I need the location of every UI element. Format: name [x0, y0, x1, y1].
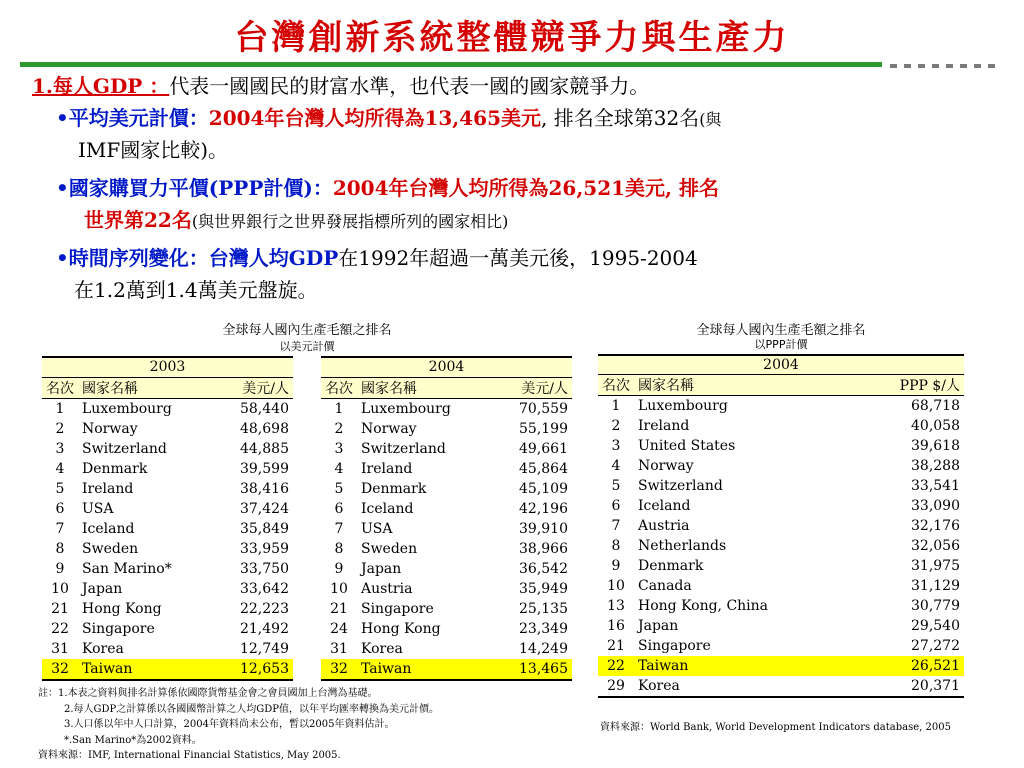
- notes: [38, 686, 439, 764]
- country-cell: Hong Kong: [82, 600, 162, 617]
- rank-cell: 5: [334, 480, 344, 497]
- rank-cell: 31: [51, 640, 69, 657]
- rank-cell: 16: [607, 618, 625, 634]
- value-cell: 35,949: [519, 580, 568, 597]
- rank-cell: 6: [334, 500, 344, 517]
- value-cell: 12,749: [239, 640, 289, 657]
- value-cell: 20,371: [855, 676, 964, 697]
- bullet-2-note: (與: [699, 110, 722, 129]
- rank-cell: 5: [611, 478, 621, 494]
- rank-cell: 4: [55, 460, 65, 477]
- country-cell: Singapore: [360, 600, 434, 617]
- bullet-2-line2: IMF國家比較)。: [78, 138, 229, 162]
- rank-cell: 4: [334, 460, 344, 477]
- table-row: [598, 636, 964, 656]
- left-table-caption: 全球每人國內生產毛額之排名: [222, 323, 392, 338]
- table-row: [598, 556, 964, 576]
- value-cell: 58,440: [239, 400, 289, 417]
- col-value: 美元/人: [493, 377, 572, 398]
- year-row: [42, 357, 572, 377]
- value-cell: 30,779: [911, 598, 960, 614]
- value-cell: 31,129: [911, 578, 960, 594]
- rank-cell: 24: [330, 620, 348, 637]
- col-country: 國家名稱: [78, 377, 214, 398]
- rank-cell: 32: [42, 659, 78, 680]
- bullet-1-text: 代表一國國民的財富水準，也代表一國的國家競爭力。: [169, 74, 650, 98]
- country-cell: Luxembourg: [638, 398, 728, 414]
- value-cell: 70,559: [519, 400, 568, 417]
- table-row: [42, 559, 572, 579]
- value-cell: 49,661: [519, 440, 568, 457]
- rank-cell: 22: [51, 620, 69, 637]
- value-cell: 68,718: [911, 398, 960, 414]
- value-cell: 32,056: [911, 538, 960, 554]
- country-cell: USA: [360, 520, 393, 537]
- rank-cell: 9: [334, 560, 344, 577]
- bullet-3-rank: 世界第22名: [84, 208, 192, 232]
- table-row: [598, 536, 964, 556]
- bullet-4-label: 時間序列變化：台灣人均GDP: [68, 246, 339, 270]
- country-cell: Sweden: [360, 540, 418, 557]
- value-cell: 33,642: [239, 580, 289, 597]
- note-source: 資料來源：IMF, International Financial Statistics, May 2005.: [38, 750, 341, 761]
- table-row: [42, 499, 572, 519]
- rank-cell: 10: [51, 580, 69, 597]
- value-cell: 29,540: [911, 618, 960, 634]
- country-cell: Taiwan: [634, 656, 855, 676]
- value-cell: 14,249: [519, 640, 568, 657]
- country-cell: Switzerland: [360, 440, 446, 457]
- col-rank: 名次: [42, 377, 78, 398]
- country-cell: Ireland: [638, 418, 690, 434]
- table-row: [42, 599, 572, 619]
- rank-cell: 2: [334, 420, 344, 437]
- title-rule: [20, 62, 882, 67]
- year-2003: 2003: [42, 357, 293, 377]
- rank-cell: 2: [611, 418, 621, 434]
- rank-cell: 22: [598, 656, 634, 676]
- country-cell: Singapore: [82, 620, 155, 637]
- table-row: [598, 596, 964, 616]
- rank-cell: 2: [55, 420, 65, 437]
- value-cell: 12,653: [214, 659, 293, 680]
- country-cell: Iceland: [82, 520, 135, 537]
- rank-cell: 13: [607, 598, 625, 614]
- rank-cell: 21: [51, 600, 69, 617]
- table-row: [598, 476, 964, 496]
- country-cell: San Marino*: [82, 560, 172, 577]
- year-row: [598, 355, 964, 375]
- bullet-3: •國家購買力平價(PPP計價)：2004年台灣人均所得為26,521美元, 排名: [56, 176, 719, 200]
- year-2004: 2004: [598, 355, 964, 375]
- value-cell: 32,176: [911, 518, 960, 534]
- table-row: [598, 616, 964, 636]
- rank-cell: 31: [330, 640, 348, 657]
- right-table-subcaption: 以PPP計價: [754, 338, 808, 351]
- table-row: [598, 416, 964, 436]
- country-cell: Norway: [82, 420, 138, 437]
- country-cell: Korea: [360, 640, 403, 657]
- rank-cell: 8: [334, 540, 344, 557]
- bullet-1: [32, 72, 649, 101]
- right-ranking-table: [598, 354, 964, 698]
- table-row: [598, 516, 964, 536]
- country-cell: Switzerland: [82, 440, 167, 457]
- table-row: [42, 619, 572, 639]
- note-line: *.San Marino*為2002資料。: [64, 734, 202, 746]
- rank-cell: 29: [598, 676, 634, 697]
- rank-cell: 1: [334, 400, 344, 417]
- country-cell: Singapore: [638, 638, 711, 654]
- rank-cell: 6: [611, 498, 621, 514]
- right-table-caption: 全球每人國內生產毛額之排名: [696, 323, 866, 338]
- value-cell: 45,109: [519, 480, 568, 497]
- value-cell: 44,885: [239, 440, 289, 457]
- rank-cell: 6: [55, 500, 65, 517]
- value-cell: 39,599: [239, 460, 289, 477]
- table-row: [42, 539, 572, 559]
- country-cell: Denmark: [638, 558, 704, 574]
- country-cell: Japan: [82, 580, 123, 597]
- note-line: 2.每人GDP之計算係以各國國幣計算之人均GDP值，以年平均匯率轉換為美元計價。: [64, 703, 440, 715]
- country-cell: Japan: [638, 618, 679, 634]
- value-cell: 23,349: [519, 620, 568, 637]
- table-row: [42, 579, 572, 599]
- value-cell: 37,424: [239, 500, 289, 517]
- rank-cell: 21: [330, 600, 348, 617]
- rank-cell: 3: [334, 440, 344, 457]
- value-cell: 21,492: [239, 620, 289, 637]
- country-cell: Switzerland: [638, 478, 723, 494]
- col-country: 國家名稱: [357, 377, 493, 398]
- bullet-1-label: 1.每人GDP ：: [32, 74, 170, 98]
- bullet-2-highlight: 2004年台灣人均所得為13,465美元: [208, 106, 542, 130]
- value-cell: 38,416: [239, 480, 289, 497]
- left-ranking-table: [42, 356, 572, 681]
- bullet-3-label: 國家購買力平價(PPP計價)：: [68, 176, 333, 200]
- value-cell: 27,272: [911, 638, 960, 654]
- bullet-3-note: (與世界銀行之世界發展指標所列的國家相比): [191, 212, 509, 231]
- table-row: [42, 459, 572, 479]
- rank-cell: 3: [55, 440, 65, 457]
- value-cell: 33,959: [239, 540, 289, 557]
- table-row: [42, 479, 572, 499]
- col-value: PPP $/人: [855, 375, 964, 396]
- rank-cell: 7: [334, 520, 344, 537]
- rank-cell: 7: [55, 520, 65, 537]
- col-rank: 名次: [321, 377, 357, 398]
- country-cell: Taiwan: [78, 659, 214, 680]
- table-row: [42, 659, 572, 680]
- bullet-2-text: , 排名全球第32名: [541, 106, 700, 130]
- value-cell: 26,521: [855, 656, 964, 676]
- country-cell: Korea: [634, 676, 855, 697]
- country-cell: Sweden: [82, 540, 139, 557]
- bullet-4: •時間序列變化：台灣人均GDP在1992年超過一萬美元後，1995-2004: [56, 246, 698, 270]
- value-cell: 42,196: [519, 500, 568, 517]
- note-line: 註：1.本表之資料與排名計算係依國際貨幣基金會之會員國加上台灣為基礎。: [38, 688, 378, 699]
- rank-cell: 8: [55, 540, 65, 557]
- table-row: [598, 456, 964, 476]
- table-row: [42, 639, 572, 659]
- right-table-source: 資料來源：World Bank, World Development Indicators database, 2005: [600, 722, 951, 733]
- country-cell: Norway: [360, 420, 417, 437]
- country-cell: Norway: [638, 458, 694, 474]
- table-row: [598, 396, 964, 417]
- country-cell: Austria: [638, 518, 690, 534]
- value-cell: 33,750: [239, 560, 289, 577]
- value-cell: 13,465: [493, 659, 572, 680]
- table-row: [598, 576, 964, 596]
- rank-cell: 5: [55, 480, 65, 497]
- left-table-subcaption: 以美元計價: [279, 340, 335, 353]
- country-cell: Hong Kong, China: [638, 598, 769, 614]
- value-cell: 31,975: [911, 558, 960, 574]
- country-cell: Hong Kong: [360, 620, 441, 637]
- rank-cell: 21: [607, 638, 625, 654]
- rank-cell: 32: [321, 659, 357, 680]
- country-cell: Netherlands: [638, 538, 727, 554]
- value-cell: 38,966: [519, 540, 568, 557]
- col-country: 國家名稱: [634, 375, 855, 396]
- table-row: [598, 496, 964, 516]
- value-cell: 36,542: [519, 560, 568, 577]
- col-value: 美元/人: [214, 377, 293, 398]
- page-title: 台灣創新系統整體競爭力與生產力: [234, 18, 790, 58]
- rank-cell: 10: [607, 578, 625, 594]
- table-row: [42, 398, 572, 419]
- col-rank: 名次: [598, 375, 634, 396]
- country-cell: Luxembourg: [82, 400, 172, 417]
- value-cell: 33,090: [911, 498, 960, 514]
- rank-cell: 1: [611, 398, 621, 414]
- country-cell: Iceland: [638, 498, 691, 514]
- country-cell: Iceland: [360, 500, 414, 517]
- country-cell: USA: [82, 500, 114, 517]
- year-2004: 2004: [321, 357, 572, 377]
- rank-cell: 1: [55, 400, 65, 417]
- bullet-2-label: 平均美元計價：: [68, 106, 209, 130]
- rank-cell: 4: [611, 458, 621, 474]
- table-row: [598, 676, 964, 697]
- value-cell: 45,864: [519, 460, 568, 477]
- country-cell: Ireland: [360, 460, 413, 477]
- rank-cell: 8: [611, 538, 621, 554]
- country-cell: Japan: [360, 560, 402, 577]
- value-cell: 55,199: [519, 420, 568, 437]
- rank-cell: 9: [611, 558, 621, 574]
- value-cell: 33,541: [911, 478, 960, 494]
- header-row: [598, 375, 964, 396]
- header-row: [42, 377, 572, 398]
- rank-cell: 7: [611, 518, 621, 534]
- table-row: [598, 436, 964, 456]
- country-cell: Korea: [82, 640, 124, 657]
- value-cell: 35,849: [239, 520, 289, 537]
- rank-cell: 9: [55, 560, 65, 577]
- country-cell: Luxembourg: [360, 400, 451, 417]
- country-cell: Canada: [638, 578, 692, 594]
- value-cell: 25,135: [519, 600, 568, 617]
- note-line: 3.人口係以年中人口計算，2004年資料尚未公布，暫以2005年資料估計。: [64, 719, 395, 730]
- bullet-3-highlight: 2004年台灣人均所得為26,521美元, 排名: [332, 176, 719, 200]
- bullet-2: •平均美元計價：2004年台灣人均所得為13,465美元, 排名全球第32名(與: [56, 106, 722, 130]
- table-row: [42, 419, 572, 439]
- country-cell: Denmark: [82, 460, 148, 477]
- country-cell: Taiwan: [357, 659, 493, 680]
- bullet-3-line2: [84, 206, 508, 236]
- country-cell: Ireland: [82, 480, 134, 497]
- value-cell: 39,910: [519, 520, 568, 537]
- bullet-4-text: 在1992年超過一萬美元後，1995-2004: [338, 246, 698, 270]
- table-row: [598, 656, 964, 676]
- table-row: [42, 519, 572, 539]
- value-cell: 38,288: [911, 458, 960, 474]
- bullet-4-line2: 在1.2萬到1.4萬美元盤旋。: [74, 278, 318, 302]
- country-cell: Austria: [360, 580, 413, 597]
- value-cell: 48,698: [239, 420, 289, 437]
- value-cell: 22,223: [239, 600, 289, 617]
- value-cell: 40,058: [911, 418, 960, 434]
- country-cell: United States: [638, 438, 736, 454]
- rank-cell: 10: [330, 580, 348, 597]
- rank-cell: 3: [611, 438, 621, 454]
- title-rule-dots: [890, 64, 1002, 68]
- table-row: [42, 439, 572, 459]
- value-cell: 39,618: [911, 438, 960, 454]
- country-cell: Denmark: [360, 480, 427, 497]
